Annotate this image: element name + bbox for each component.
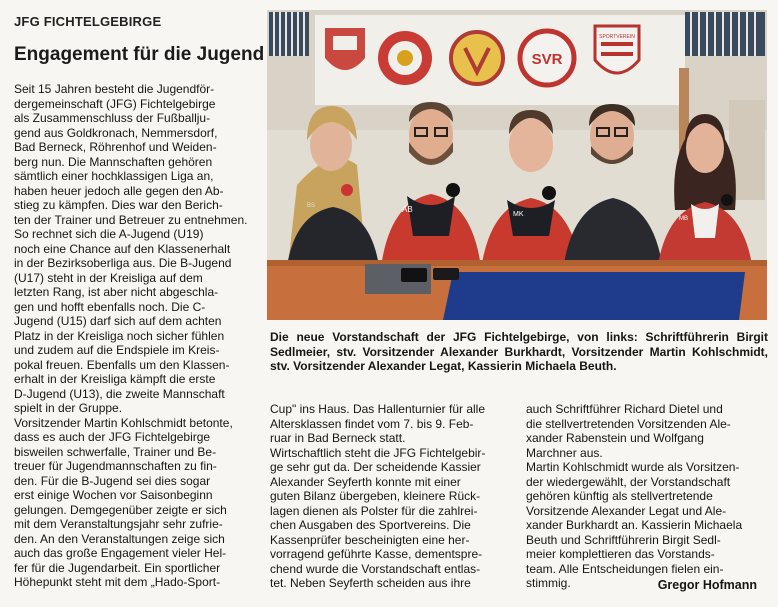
shirt-initials-3: MK xyxy=(513,211,524,218)
crest-label-2: SPORTVEREIN xyxy=(599,34,635,40)
photo-caption: Die neue Vorstandschaft der JFG Fichtelgebirge, von links: Schriftführerin Birgit Sedlmeier, stv. Vorsitzender Alexander Burkhardt, Vorsitzender Martin Kohlschmidt, stv. Vorsitzender Alexander Legat, Kassierin Michaela Beuth. xyxy=(270,330,768,373)
phone xyxy=(401,268,427,282)
article-column-2: Cup" ins Haus. Das Hallenturnier für alle Altersklassen findet vom 7. bis 9. Feb- ruar in Bad Berneck statt. Wirtschaftlich steht die JFG Fichtelgebir- ge sehr gut da. Der scheidende Kassier Alexander Seyferth konnte mit einer guten Bilanz übergeben, kleinere Rück- lagen dienen als Polster für die zahlrei- chen Ausgaben des Sportvereins. Die Kassenprüfer bescheinigten eine her- vorragend geführte Kasse, dementspre- chend wurde die Vorstandschaft entlas- tet. Neben Seyferth scheiden aus ihre xyxy=(270,402,486,590)
shirt-initials-1: BS xyxy=(307,203,316,209)
club-crest-3 xyxy=(451,32,503,84)
shirt-initials-2: AB xyxy=(402,205,413,214)
window-right xyxy=(685,12,765,56)
article-column-1: Seit 15 Jahren besteht die Jugendför- dergemeinschaft (JFG) Fichtelgebirge als Zusammenschluss der Fußballju- gend aus Goldkronach, Nemmersdorf, Bad Berneck, Röhrenhof und Weiden- berg nun. Die Mannschaften gehören sämtlich einer hochklassigen Liga an, haben heuer jedoch alle gegen den Ab- stieg zu kämpfen. Dies war den Berich- ten der Trainer und Betreuer zu entnehmen. So rechnet sich die A-Jugend (U19) noch eine Chance auf den Klassenerhalt in der Bezirksoberliga aus. Die B-Jugend (U17) steht in der Kreisliga auf dem letzten Rang, ist aber nicht abgeschla- gen und hofft ebenfalls noch. Die C- Jugend (U15) darf sich auf dem achten Platz in der Kreisliga noch sicher fühlen und zudem auf die Endspiele im Kreis- pokal freuen. Ebenfalls um den Klassen- erhalt in der Kreisliga kämpft die erste D-Jugend (U13), die zweite Mannschaft spielt in der Gruppe. Vorsitzender Martin Kohlschmidt betonte, dass es auch der JFG Fichtelgebirge bisweilen schwerfalle, Trainer und Be- treuer für Jugendmannschaften zu fin- den. Für die B-Jugend sei dies sogar erst einige Wochen vor Saisonbeginn gelungen. Demgegenüber zeigte er sich mit dem Veranstaltungsjahr sehr zufrie- den. An den Veranstaltungen zeige sich auch das große Engagement vieler Hel- fer für die Jugendarbeit. Ein sportlicher Höhepunkt steht mit dem „Hado-Sport- xyxy=(14,82,248,589)
article-column-3: auch Schriftführer Richard Dietel und die stellvertretenden Vorsitzenden Ale- xander Rabenstein und Wolfgang Marchner aus. Martin Kohlschmidt wurde als Vorsitzen- der wiedergewählt, der Vorstandschaft gehören künftig als stellvertretende Vorsitzende Alexander Legat und Ale- xander Burkhardt an. Kassierin Michaela Beuth und Schriftführerin Birgit Sedl- meier komplettieren das Vorstands- team. Alle Entscheidungen fielen ein- stimmig. xyxy=(526,402,743,590)
shirt-initials-4: MB xyxy=(679,216,688,222)
crest-label: SVR xyxy=(531,51,563,68)
window-left xyxy=(269,12,309,56)
club-crest-4 xyxy=(520,31,574,85)
club-crest-1 xyxy=(325,28,365,70)
section-label: JFG FICHTELGEBIRGE xyxy=(14,14,162,29)
team-photo xyxy=(267,10,767,320)
phone-2 xyxy=(433,268,459,280)
club-crest-5 xyxy=(595,26,639,73)
author-byline: Gregor Hofmann xyxy=(657,578,757,592)
table-mat xyxy=(443,272,745,320)
club-crest-2 xyxy=(378,31,432,85)
article-headline: Engagement für die Jugend xyxy=(14,44,265,65)
